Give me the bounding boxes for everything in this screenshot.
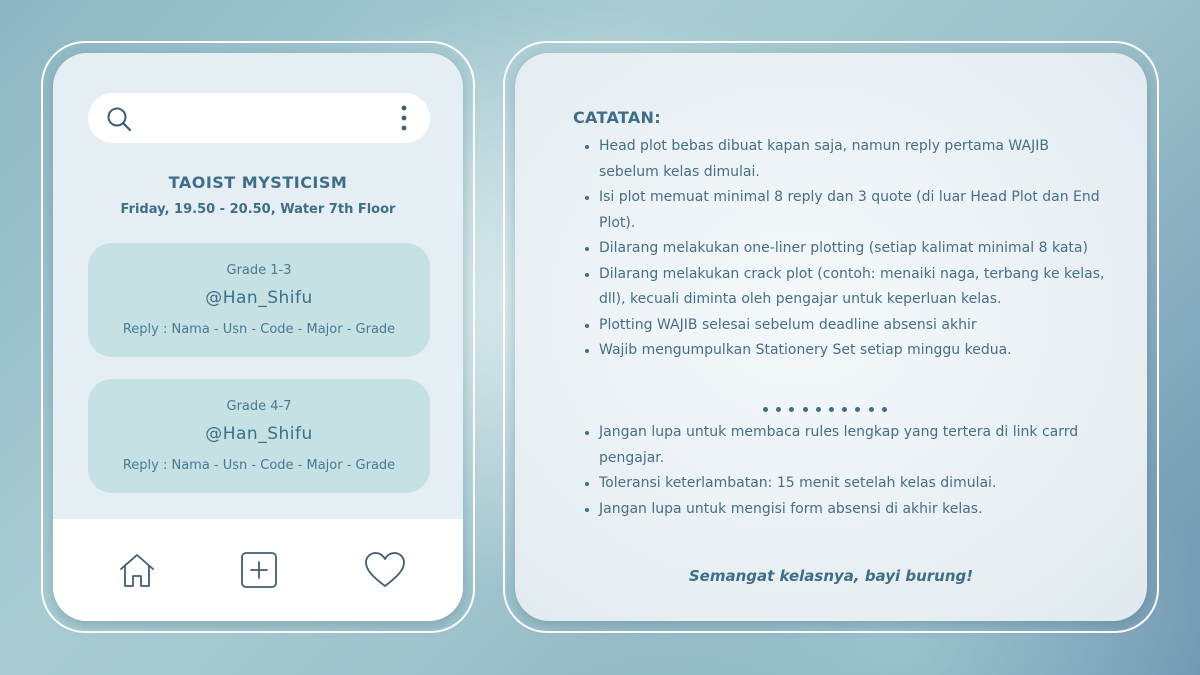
rules-list [573,420,1109,522]
grade-user-handle: @Han_Shifu [205,424,313,444]
phone-mockup-card [41,41,475,633]
list-item: • Dilarang melakukan crack plot (contoh: menaiki naga, terbang ke kelas, dll), kecuali diminta oleh pengajar untuk keperluan kelas. [599,262,1109,313]
list-item: • Jangan lupa untuk mengisi form absensi di akhir kelas. [599,497,1109,523]
phone-screen [53,53,463,621]
class-title: TAOIST MYSTICISM [168,173,348,192]
list-item: • Wajib mengumpulkan Stationery Set setiap minggu kedua. [599,338,1109,364]
grade-label: Grade 4-7 [226,399,292,414]
rules-list [573,134,1109,364]
grade-card[interactable] [88,379,430,493]
list-item: • Head plot bebas dibuat kapan saja, namun reply pertama WAJIB sebelum kelas dimulai. [599,134,1109,185]
class-schedule: Friday, 19.50 - 20.50, Water 7th Floor [120,202,396,217]
home-icon[interactable] [117,550,157,590]
list-item: • Dilarang melakukan one-liner plotting (setiap kalimat minimal 8 kata) [599,236,1109,262]
grade-label: Grade 1-3 [226,263,292,278]
search-bar[interactable] [88,93,430,143]
list-item: • Toleransi keterlambatan: 15 menit setelah kelas dimulai. [599,471,1109,497]
list-item: • Plotting WAJIB selesai sebelum deadline absensi akhir [599,313,1109,339]
list-item: • Jangan lupa untuk membaca rules lengkap yang tertera di link carrd pengajar. [599,420,1109,471]
grade-reply-format: Reply : Nama - Usn - Code - Major - Grade [122,322,396,337]
grade-card[interactable] [88,243,430,357]
add-icon[interactable] [239,550,279,590]
grade-user-handle: @Han_Shifu [205,288,313,308]
closing-message: Semangat kelasnya, bayi burung! [688,567,974,585]
dot-divider [763,397,903,407]
more-vertical-icon[interactable] [400,105,408,131]
notes-panel [515,53,1147,621]
bottom-nav-bar [53,519,463,621]
heart-icon[interactable] [363,550,407,590]
list-item: • Isi plot memuat minimal 8 reply dan 3 quote (di luar Head Plot dan End Plot). [599,185,1109,236]
notes-title: CATATAN: [573,108,661,127]
search-icon[interactable] [106,106,132,132]
notes-card [503,41,1159,633]
grade-reply-format: Reply : Nama - Usn - Code - Major - Grade [122,458,396,473]
